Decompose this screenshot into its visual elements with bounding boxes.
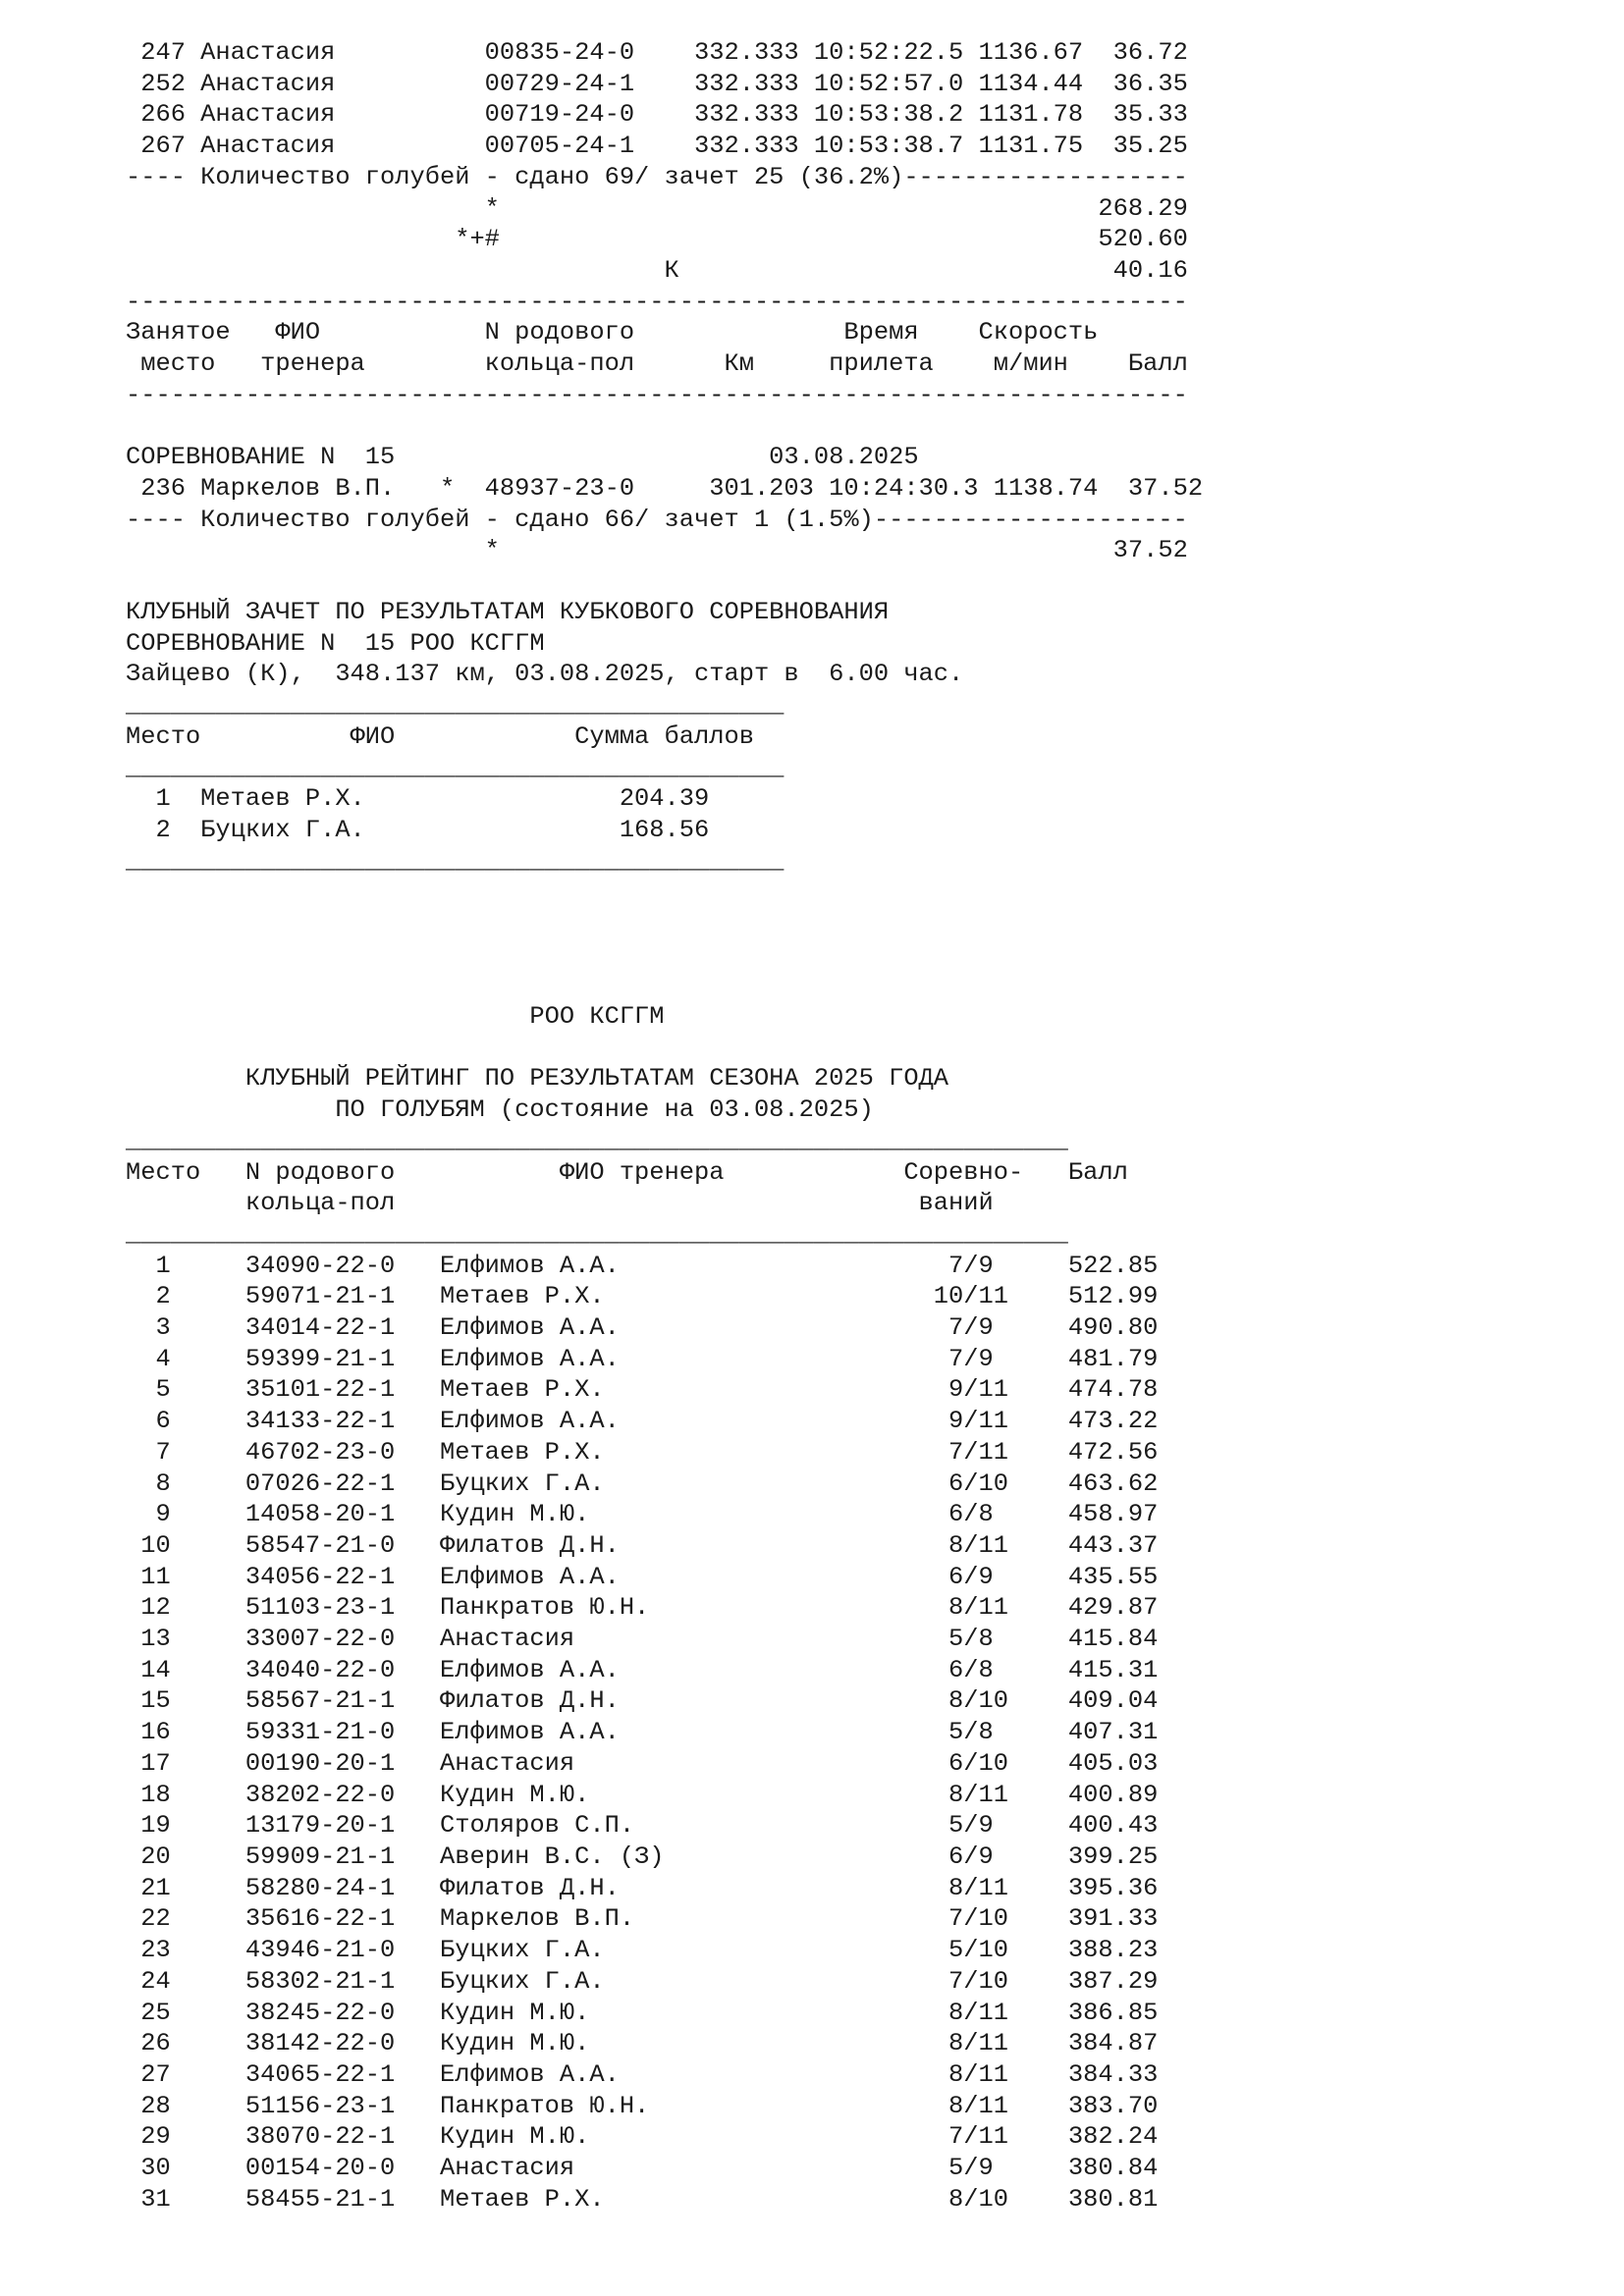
text-line: 14 34040-22-0 Елфимов А.А. 6/8 415.31: [126, 1655, 1159, 1684]
text-line: 236 Маркелов В.П. * 48937-23-0 301.203 10:24:30.3 1138.74 37.52: [126, 473, 1204, 503]
club-standings-block: [126, 597, 963, 877]
text-line: ---- Количество голубей - сдано 66/ зачет 1 (1.5%)---------------------: [126, 505, 1188, 534]
text-line: ПО ГОЛУБЯМ (состояние на 03.08.2025): [126, 1095, 874, 1125]
text-line: 12 51103-23-1 Панкратов Ю.Н. 8/11 429.87: [126, 1593, 1159, 1623]
text-line: Место N родового ФИО тренера Соревно- Балл: [126, 1157, 1128, 1187]
text-line: 13 33007-22-0 Анастасия 5/8 415.84: [126, 1625, 1159, 1654]
text-line: РОО КСГГМ: [126, 1002, 665, 1031]
text-line: К 40.16: [126, 255, 1188, 285]
text-line: 11 34056-22-1 Елфимов А.А. 6/9 435.55: [126, 1562, 1159, 1591]
text-line: Место ФИО Сумма баллов: [126, 721, 754, 751]
text-line: 26 38142-22-0 Кудин М.Ю. 8/11 384.87: [126, 2029, 1159, 2058]
text-line: 5 35101-22-1 Метаев Р.Х. 9/11 474.78: [126, 1375, 1159, 1405]
text-line: 28 51156-23-1 Панкратов Ю.Н. 8/11 383.70: [126, 2091, 1159, 2120]
text-line: 2 59071-21-1 Метаев Р.Х. 10/11 512.99: [126, 1282, 1159, 1311]
competition-results-block: [126, 37, 1203, 566]
text-line: ____________________________________________: [126, 846, 785, 876]
text-line: 252 Анастасия 00729-24-1 332.333 10:52:57.0 1134.44 36.35: [126, 69, 1188, 98]
text-line: 23 43946-21-0 Буцких Г.А. 5/10 388.23: [126, 1936, 1159, 1965]
text-line: 22 35616-22-1 Маркелов В.П. 7/10 391.33: [126, 1904, 1159, 1934]
text-line: кольца-пол ваний: [126, 1189, 994, 1218]
text-line: _______________________________________________________________: [126, 1219, 1068, 1249]
text-line: 3 34014-22-1 Елфимов А.А. 7/9 490.80: [126, 1313, 1159, 1343]
text-line: *+# 520.60: [126, 225, 1188, 254]
text-line: 266 Анастасия 00719-24-0 332.333 10:53:38.2 1131.78 35.33: [126, 100, 1188, 130]
text-line: место тренера кольца-пол Км прилета м/мин Балл: [126, 349, 1188, 379]
text-line: 25 38245-22-0 Кудин М.Ю. 8/11 386.85: [126, 1998, 1159, 2027]
season-rating-block: [126, 1001, 1158, 2215]
text-line: * 268.29: [126, 193, 1188, 223]
text-line: 24 58302-21-1 Буцких Г.А. 7/10 387.29: [126, 1966, 1159, 1996]
text-line: 8 07026-22-1 Буцких Г.А. 6/10 463.62: [126, 1468, 1159, 1498]
text-line: СОРЕВНОВАНИЕ N 15 РОО КСГГМ: [126, 628, 545, 658]
text-line: СОРЕВНОВАНИЕ N 15 03.08.2025: [126, 443, 919, 472]
text-line: 31 58455-21-1 Метаев Р.Х. 8/10 380.81: [126, 2184, 1159, 2214]
text-line: ____________________________________________: [126, 753, 785, 782]
text-line: ---- Количество голубей - сдано 69/ зачет 25 (36.2%)-------------------: [126, 162, 1188, 191]
text-line: 19 13179-20-1 Столяров С.П. 5/9 400.43: [126, 1811, 1159, 1841]
text-line: 30 00154-20-0 Анастасия 5/9 380.84: [126, 2154, 1159, 2183]
text-line: 4 59399-21-1 Елфимов А.А. 7/9 481.79: [126, 1344, 1159, 1373]
text-line: 17 00190-20-1 Анастасия 6/10 405.03: [126, 1748, 1159, 1778]
text-line: 27 34065-22-1 Елфимов А.А. 8/11 384.33: [126, 2059, 1159, 2089]
text-line: ____________________________________________: [126, 691, 785, 721]
text-line: -----------------------------------------------------------------------: [126, 380, 1188, 409]
text-line: КЛУБНЫЙ РЕЙТИНГ ПО РЕЗУЛЬТАТАМ СЕЗОНА 2025 ГОДА: [126, 1064, 949, 1094]
text-line: 10 58547-21-0 Филатов Д.Н. 8/11 443.37: [126, 1530, 1159, 1560]
text-line: Зайцево (К), 348.137 км, 03.08.2025, старт в 6.00 час.: [126, 660, 964, 689]
text-line: _______________________________________________________________: [126, 1126, 1068, 1155]
text-line: КЛУБНЫЙ ЗАЧЕТ ПО РЕЗУЛЬТАТАМ КУБКОВОГО СОРЕВНОВАНИЯ: [126, 598, 890, 626]
text-line: 20 59909-21-1 Аверин В.С. (З) 6/9 399.25: [126, 1842, 1159, 1871]
text-line: 247 Анастасия 00835-24-0 332.333 10:52:22.5 1136.67 36.72: [126, 38, 1188, 67]
text-line: -----------------------------------------------------------------------: [126, 287, 1188, 316]
text-line: 18 38202-22-0 Кудин М.Ю. 8/11 400.89: [126, 1780, 1159, 1809]
text-line: 21 58280-24-1 Филатов Д.Н. 8/11 395.36: [126, 1873, 1159, 1902]
text-line: 6 34133-22-1 Елфимов А.А. 9/11 473.22: [126, 1407, 1159, 1436]
text-line: 9 14058-20-1 Кудин М.Ю. 6/8 458.97: [126, 1500, 1159, 1529]
text-line: 15 58567-21-1 Филатов Д.Н. 8/10 409.04: [126, 1686, 1159, 1716]
text-line: 1 Метаев Р.Х. 204.39: [126, 784, 710, 814]
text-line: 267 Анастасия 00705-24-1 332.333 10:53:38.7 1131.75 35.25: [126, 132, 1188, 161]
text-line: * 37.52: [126, 536, 1188, 565]
text-line: Занятое ФИО N родового Время Скорость: [126, 318, 1099, 347]
text-line: 2 Буцких Г.А. 168.56: [126, 815, 710, 844]
text-line: 1 34090-22-0 Елфимов А.А. 7/9 522.85: [126, 1251, 1159, 1280]
text-line: 29 38070-22-1 Кудин М.Ю. 7/11 382.24: [126, 2122, 1159, 2152]
text-line: 7 46702-23-0 Метаев Р.Х. 7/11 472.56: [126, 1437, 1159, 1467]
text-line: 16 59331-21-0 Елфимов А.А. 5/8 407.31: [126, 1718, 1159, 1747]
